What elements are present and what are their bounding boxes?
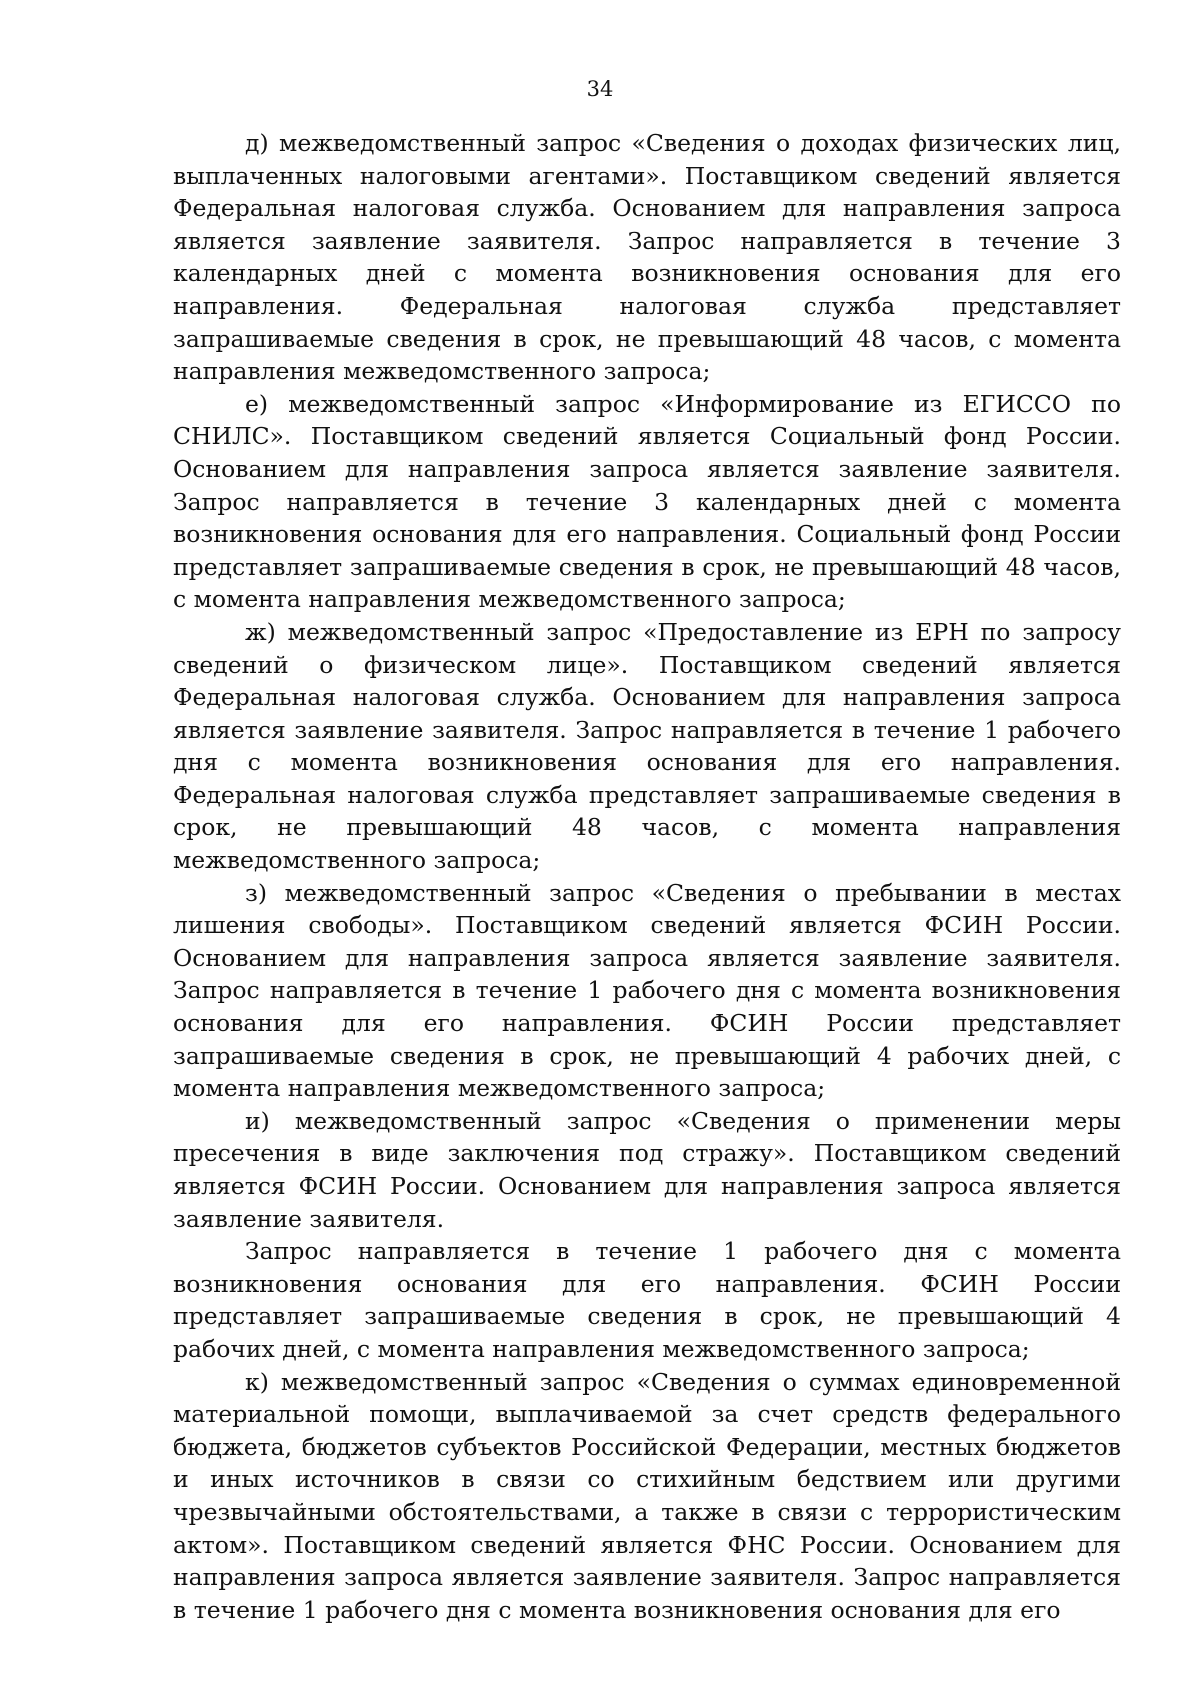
paragraph-k: к) межведомственный запрос «Сведения о суммах единовременной материальной помощи, выплачиваемой за счет средств федерального бюджета, бюджетов субъектов Российской Федерации, местных бюджетов и иных источников в связи со стихийным бедствием или другими чрезвычайными обстоятельствами, а также в связи с террористическим актом». Поставщиком сведений является ФНС России. Основанием для направления запроса является заявление заявителя. Запрос направляется в течение 1 рабочего дня с момента возникновения основания для его xyxy=(173,1367,1121,1624)
paragraph-zh: ж) межведомственный запрос «Предоставление из ЕРН по запросу сведений о физическом лице». Поставщиком сведений является Федеральная налоговая служба. Основанием для направления запроса является заявление заявителя. Запрос направляется в течение 1 рабочего дня с момента возникновения основания для его направления. Федеральная налоговая служба представляет запрашиваемые сведения в срок, не превышающий 48 часов, с момента направления межведомственного запроса; xyxy=(173,617,1121,875)
paragraph-i-continuation: Запрос направляется в течение 1 рабочего дня с момента возникновения основания для его направления. ФСИН России представляет запрашиваемые сведения в срок, не превышающий 4 рабочих дней, с момента направления межведомственного запроса; xyxy=(173,1237,1121,1363)
page-number: 34 xyxy=(586,77,614,101)
paragraph-d: д) межведомственный запрос «Сведения о доходах физических лиц, выплаченных налоговыми агентами». Поставщиком сведений является Федеральная налоговая служба. Основанием для направления запроса является заявление заявителя. Запрос направляется в течение 3 календарных дней с момента возникновения основания для его направления. Федеральная налоговая служба представляет запрашиваемые сведения в срок, не превышающий 48 часов, с момента направления межведомственного запроса; xyxy=(173,129,1121,386)
paragraph-i: и) межведомственный запрос «Сведения о применении меры пресечения в виде заключения под стражу». Поставщиком сведений является ФСИН России. Основанием для направления запроса является заявление заявителя. xyxy=(173,1106,1121,1233)
paragraph-e: е) межведомственный запрос «Информирование из ЕГИССО по СНИЛС». Поставщиком сведений является Социальный фонд России. Основанием для направления запроса является заявление заявителя. Запрос направляется в течение 3 календарных дней с момента возникновения основания для его направления. Социальный фонд России представляет запрашиваемые сведения в срок, не превышающий 48 часов, с момента направления межведомственного запроса; xyxy=(173,389,1121,614)
document-body xyxy=(173,127,1121,1626)
paragraph-z: з) межведомственный запрос «Сведения о пребывании в местах лишения свободы». Поставщиком сведений является ФСИН России. Основанием для направления запроса является заявление заявителя. Запрос направляется в течение 1 рабочего дня с момента возникновения основания для его направления. ФСИН России представляет запрашиваемые сведения в срок, не превышающий 4 рабочих дней, с момента направления межведомственного запроса; xyxy=(173,878,1121,1103)
